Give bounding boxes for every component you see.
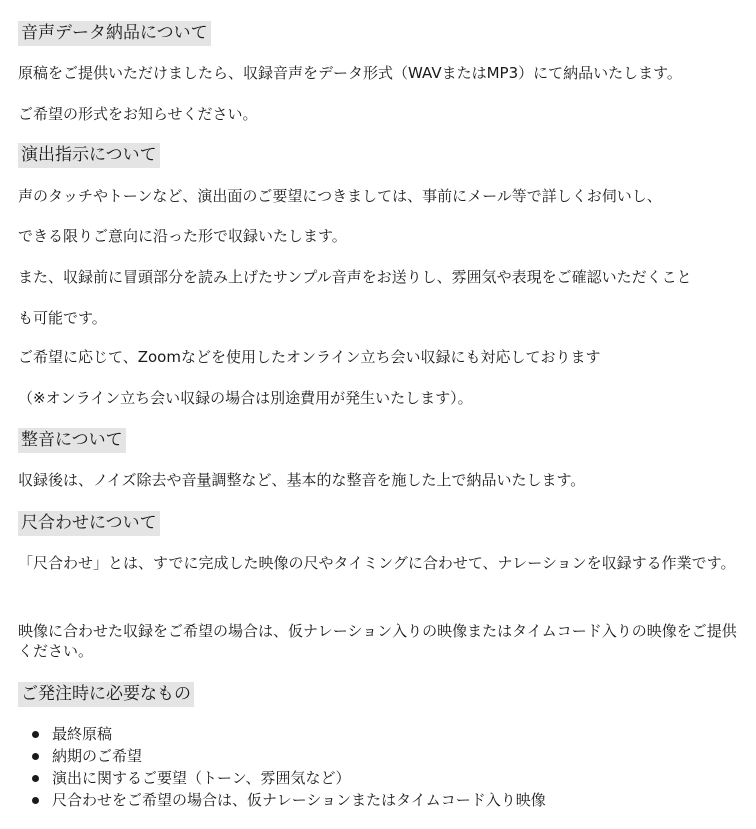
heading-editing: 整音について bbox=[18, 428, 126, 453]
bullet-icon bbox=[32, 775, 39, 782]
sync-paragraph-2: 映像に合わせた収録をご希望の場合は、仮ナレーション入りの映像またはタイムコード入りの映像をご提供ください。 bbox=[18, 622, 737, 660]
heading-delivery: 音声データ納品について bbox=[18, 21, 211, 46]
list-item-label: 尺合わせをご希望の場合は、仮ナレーションまたはタイムコード入り映像 bbox=[52, 791, 546, 809]
requirements-list bbox=[30, 723, 546, 811]
editing-line-1: 収録後は、ノイズ除去や音量調整など、基本的な整音を施した上で納品いたします。 bbox=[18, 471, 586, 489]
heading-direction: 演出指示について bbox=[18, 143, 160, 168]
list-item bbox=[30, 745, 546, 767]
bullet-icon bbox=[32, 753, 39, 760]
bullet-icon bbox=[32, 797, 39, 804]
direction-line-2: できる限りご意向に沿った形で収録いたします。 bbox=[18, 227, 347, 245]
direction-line-6: （※オンライン立ち会い収録の場合は別途費用が発生いたします）。 bbox=[18, 389, 473, 407]
delivery-line-1: 原稿をご提供いただけましたら、収録音声をデータ形式（WAVまたはMP3）にて納品いたします。 bbox=[18, 64, 682, 82]
direction-line-5: ご希望に応じて、Zoomなどを使用したオンライン立ち会い収録にも対応しております bbox=[18, 348, 601, 366]
list-item bbox=[30, 723, 546, 745]
list-item-label: 最終原稿 bbox=[52, 725, 113, 743]
list-item-label: 納期のご希望 bbox=[52, 747, 143, 765]
direction-line-4: も可能です。 bbox=[18, 309, 107, 327]
heading-sync: 尺合わせについて bbox=[18, 511, 160, 536]
heading-requirements: ご発注時に必要なもの bbox=[18, 682, 194, 707]
list-item-label: 演出に関するご要望（トーン、雰囲気など） bbox=[52, 769, 351, 787]
list-item bbox=[30, 767, 546, 789]
direction-line-1: 声のタッチやトーンなど、演出面のご要望につきましては、事前にメール等で詳しくお伺いし、 bbox=[18, 187, 662, 205]
sync-paragraph-1: 「尺合わせ」とは、すでに完成した映像の尺やタイミングに合わせて、ナレーションを収録する作業です。 bbox=[18, 554, 736, 572]
bullet-icon bbox=[32, 731, 39, 738]
direction-line-3: また、収録前に冒頭部分を読み上げたサンプル音声をお送りし、雰囲気や表現をご確認いただくこと bbox=[18, 268, 692, 286]
delivery-line-2: ご希望の形式をお知らせください。 bbox=[18, 105, 258, 123]
list-item bbox=[30, 789, 546, 811]
